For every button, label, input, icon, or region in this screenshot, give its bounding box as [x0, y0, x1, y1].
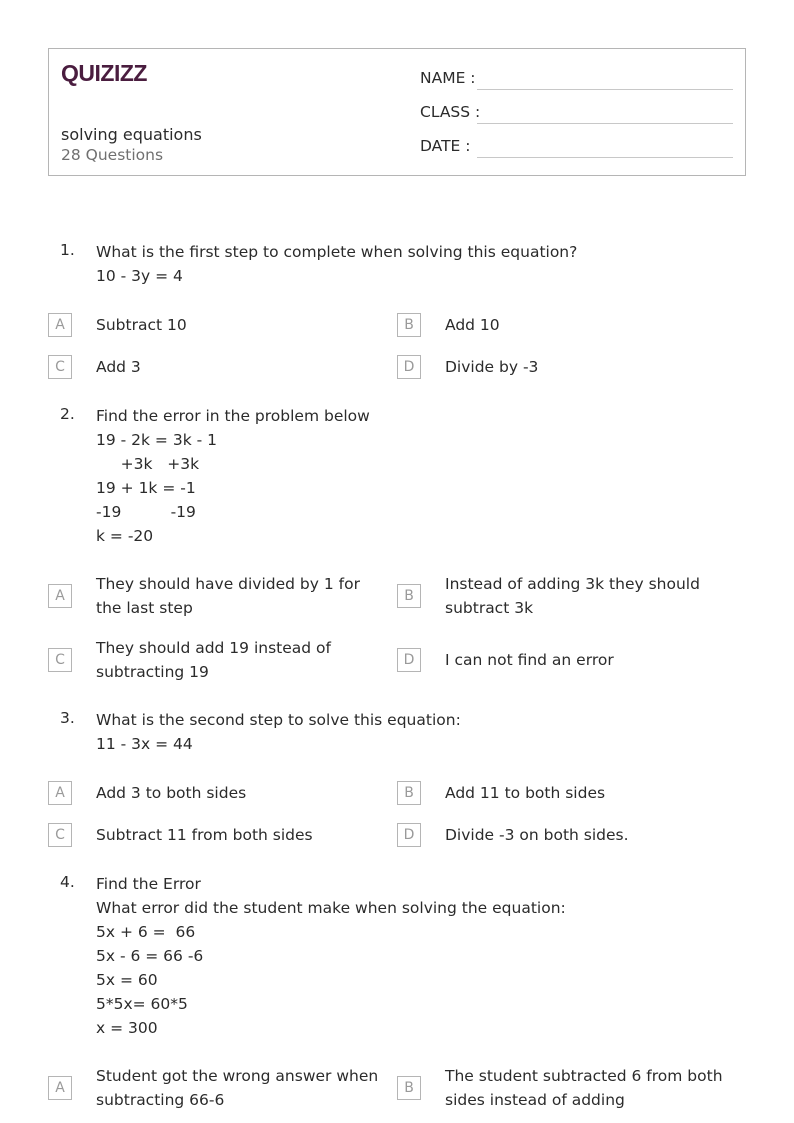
- name-label: NAME :: [420, 69, 476, 87]
- brand-text: QUIZIZZ: [61, 60, 147, 86]
- class-line: [477, 123, 733, 124]
- question-count: 28 Questions: [61, 146, 164, 164]
- question-1-option-d-box[interactable]: D: [397, 355, 421, 379]
- question-4-number: 4.: [60, 873, 75, 891]
- question-2-number: 2.: [60, 405, 75, 423]
- question-3-option-b-text: Add 11 to both sides: [445, 784, 606, 802]
- question-2-option-a-box[interactable]: A: [48, 584, 72, 608]
- question-3-number: 3.: [60, 709, 75, 727]
- question-3-text: What is the second step to solve this equation: 11 - 3x = 44: [96, 711, 461, 753]
- question-1-option-a-box[interactable]: A: [48, 313, 72, 337]
- question-1-number: 1.: [60, 241, 75, 259]
- question-3-option-b-box[interactable]: B: [397, 781, 421, 805]
- question-2-option-b-text: Instead of adding 3k they should subtract 3k: [445, 575, 700, 617]
- question-1-option-c-box[interactable]: C: [48, 355, 72, 379]
- question-3-option-c-box[interactable]: C: [48, 823, 72, 847]
- question-2-option-d-text: I can not find an error: [445, 651, 614, 669]
- class-label: CLASS :: [420, 103, 481, 121]
- question-2-option-b-box[interactable]: B: [397, 584, 421, 608]
- question-1-option-b-box[interactable]: B: [397, 313, 421, 337]
- question-2-option-c-text: They should add 19 instead of subtracting 19: [96, 639, 331, 681]
- question-2-option-c-box[interactable]: C: [48, 648, 72, 672]
- question-1-option-a-text: Subtract 10: [96, 316, 187, 334]
- question-1-option-d-text: Divide by -3: [445, 358, 539, 376]
- date-label: DATE :: [420, 137, 471, 155]
- question-3-option-c-text: Subtract 11 from both sides: [96, 826, 313, 844]
- question-4-option-a-text: Student got the wrong answer when subtracting 66-6: [96, 1067, 379, 1109]
- date-line: [477, 157, 733, 158]
- question-2-option-d-box[interactable]: D: [397, 648, 421, 672]
- question-4-text: Find the Error What error did the student make when solving the equation: 5x + 6 = 66 5x - 6 = 66 -6 5x = 60 5*5x= 60*5 x = 300: [96, 875, 566, 1037]
- worksheet-header: [48, 48, 746, 176]
- question-3-option-d-text: Divide -3 on both sides.: [445, 826, 629, 844]
- worksheet-title: solving equations: [61, 125, 202, 144]
- question-4-option-b-text: The student subtracted 6 from both sides instead of adding: [445, 1067, 723, 1109]
- question-1-text: What is the first step to complete when solving this equation? 10 - 3y = 4: [96, 243, 578, 285]
- name-line: [477, 89, 733, 90]
- question-3-option-d-box[interactable]: D: [397, 823, 421, 847]
- question-3-option-a-box[interactable]: A: [48, 781, 72, 805]
- quizizz-logo-mark: [61, 59, 153, 87]
- question-4-option-b-box[interactable]: B: [397, 1076, 421, 1100]
- question-2-text: Find the error in the problem below 19 - 2k = 3k - 1 +3k +3k 19 + 1k = -1 -19 -19 k = -20: [96, 407, 370, 545]
- question-2-option-a-text: They should have divided by 1 for the last step: [96, 575, 360, 617]
- question-3-option-a-text: Add 3 to both sides: [96, 784, 247, 802]
- question-4-option-a-box[interactable]: A: [48, 1076, 72, 1100]
- question-1-option-c-text: Add 3: [96, 358, 141, 376]
- quizizz-logo: [61, 59, 153, 87]
- question-1-option-b-text: Add 10: [445, 316, 500, 334]
